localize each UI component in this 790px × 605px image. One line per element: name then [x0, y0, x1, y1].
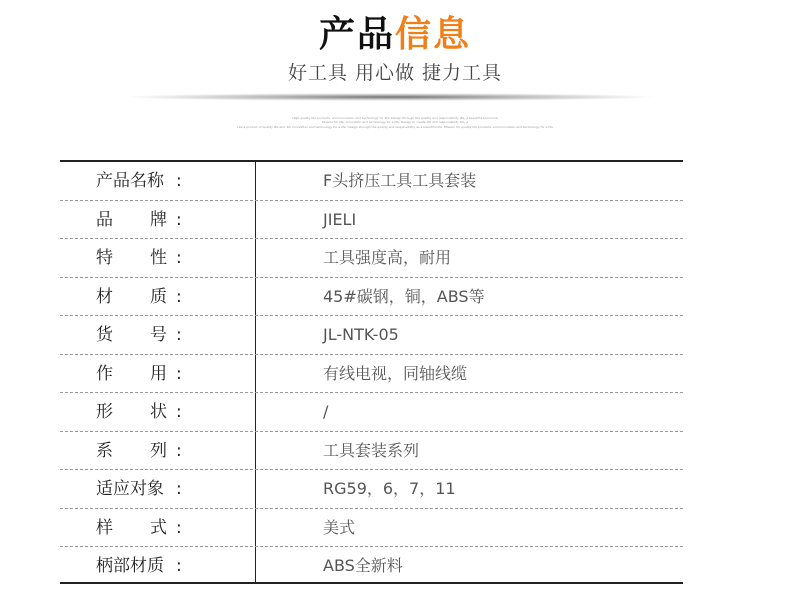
spec-label-colon: :	[176, 479, 182, 499]
table-row	[60, 162, 683, 201]
spec-label-char: 货	[96, 325, 113, 345]
spec-value: 工具强度高，耐用	[323, 248, 452, 267]
spec-label-char: 特	[96, 248, 113, 268]
spec-label-char: 作	[96, 363, 113, 384]
spec-label-char: 用	[150, 363, 167, 384]
fine-print-line: Mission for life, innovation and technology for a life. Design to create life and responsibility life, a	[321, 120, 469, 124]
spec-label-char: 牌	[150, 209, 167, 230]
spec-value: RG59，6，7，11	[323, 479, 456, 498]
spec-label-char: 样	[96, 517, 113, 538]
table-row	[60, 316, 683, 355]
spec-label	[96, 470, 186, 508]
spec-label-char: 品	[96, 209, 113, 230]
fine-print-line: High quality life products, and innovation and technology for life. Design through the quality and responsibility life, a beautiful tomorrow	[292, 116, 498, 120]
spec-label	[96, 316, 182, 354]
product-info-header	[0, 0, 790, 140]
spec-value: /	[323, 402, 329, 421]
spec-label-colon: :	[176, 556, 182, 576]
spec-value: 有线电视，同轴线缆	[323, 363, 468, 383]
table-row	[60, 432, 683, 471]
spec-label-colon: :	[176, 517, 182, 538]
spec-label-char: 性	[150, 248, 167, 268]
spec-label-colon: :	[176, 171, 182, 191]
spec-label	[96, 162, 186, 200]
spec-label	[96, 509, 182, 547]
header-divider-shadow	[120, 93, 660, 101]
spec-label	[96, 239, 182, 277]
spec-label-char: 质	[150, 286, 167, 307]
spec-value: 工具套装系列	[323, 440, 420, 460]
spec-value: 美式	[323, 517, 356, 537]
spec-label	[96, 201, 182, 239]
title-part-orange: 信息	[395, 14, 472, 55]
fine-print-line: Life a product of quality life and. Dri innovation and technology for a life. Design through the quality and responsibility as a beautiful life. Mission for quality life products, and innovation and technology for a life	[237, 125, 553, 129]
table-row	[60, 393, 683, 432]
table-row	[60, 239, 683, 278]
spec-label-colon: :	[176, 286, 182, 307]
spec-label-colon: :	[176, 209, 182, 230]
spec-label-char: 式	[150, 517, 167, 538]
spec-label-colon: :	[176, 248, 182, 268]
page-title	[0, 12, 790, 58]
spec-label-char: 材	[96, 286, 113, 307]
spec-label	[96, 278, 182, 316]
spec-label-text: 柄部材质	[96, 556, 164, 576]
table-row	[60, 509, 683, 548]
spec-label-char: 号	[150, 325, 167, 345]
page-subtitle: 好工具 用心做 捷力工具	[287, 62, 503, 84]
spec-label	[96, 547, 186, 585]
spec-value: JL-NTK-05	[323, 325, 399, 344]
spec-table	[60, 160, 683, 584]
spec-label-colon: :	[176, 325, 182, 345]
spec-label-char: 系	[96, 440, 113, 461]
spec-value: JIELI	[323, 209, 357, 229]
spec-value: 45#碳钢，铜，ABS等	[323, 286, 485, 306]
spec-label-char: 列	[150, 440, 167, 461]
spec-label	[96, 432, 182, 470]
spec-label	[96, 393, 182, 431]
table-row	[60, 547, 683, 586]
spec-label	[96, 355, 182, 393]
table-row	[60, 201, 683, 240]
table-row	[60, 355, 683, 394]
spec-label-char: 状	[150, 402, 167, 422]
title-part-black: 产品	[318, 14, 395, 55]
spec-value: ABS全新料	[323, 556, 403, 575]
spec-label-colon: :	[176, 440, 182, 461]
spec-label-colon: :	[176, 363, 182, 384]
spec-label-colon: :	[176, 402, 182, 422]
spec-value: F头挤压工具工具套装	[323, 171, 477, 190]
table-row	[60, 470, 683, 509]
spec-label-text: 适应对象	[96, 479, 164, 499]
table-row	[60, 278, 683, 317]
spec-label-char: 形	[96, 402, 113, 422]
spec-label-text: 产品名称	[96, 171, 164, 191]
